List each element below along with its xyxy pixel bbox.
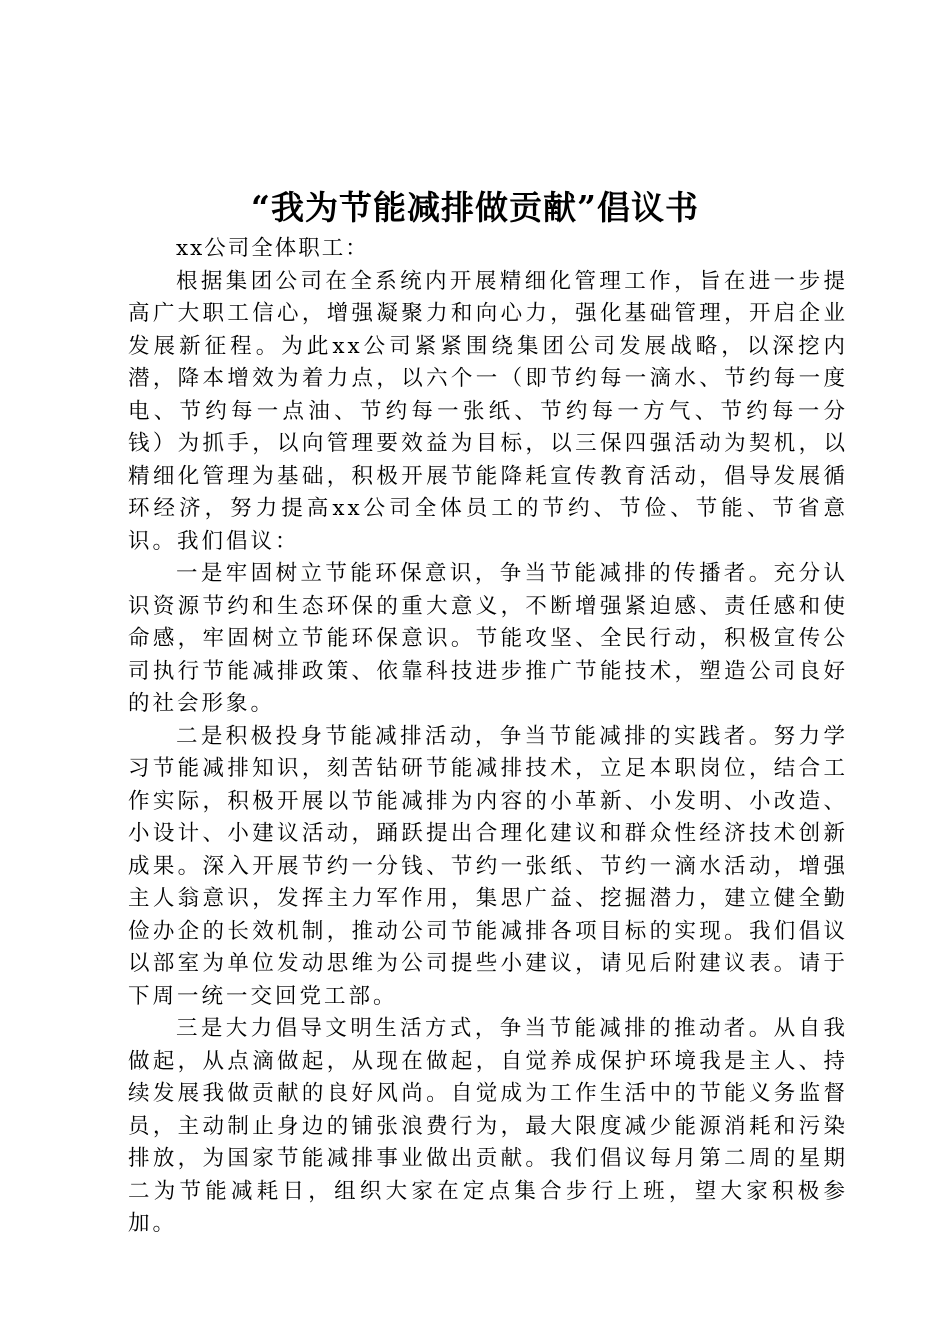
paragraph-point-two: 二是积极投身节能减排活动，争当节能减排的实践者。努力学习节能减排知识，刻苦钻研节能减排技术，立足本职岗位，结合工作实际，积极开展以节能减排为内容的小革新、小发明、小改造、小设计、小建议活动，踊跃提出合理化建议和群众性经济技术创新成果。深入开展节约一分钱、节约一张纸、节约一滴水活动，增强主人翁意识，发挥主力军作用，集思广益、挖掘潜力，建立健全勤俭办企的长效机制，推动公司节能减排各项目标的实现。我们倡议以部室为单位发动思维为公司提些小建议，请见后附建议表。请于下周一统一交回党工部。 — [128, 723, 848, 1009]
paragraph-point-three: 三是大力倡导文明生活方式，争当节能减排的推动者。从自我做起，从点滴做起，从现在做起，自觉养成保护环境我是主人、持续发展我做贡献的良好风尚。自觉成为工作生活中的节能义务监督员，主动制止身边的铺张浪费行为，最大限度减少能源消耗和污染排放，为国家节能减排事业做出贡献。我们倡议每月第二周的星期二为节能减耗日，组织大家在定点集合步行上班，望大家积极参加。 — [128, 1016, 848, 1236]
document-body — [128, 233, 848, 1241]
salutation: xx公司全体职工： — [176, 236, 369, 261]
paragraph-point-one: 一是牢固树立节能环保意识，争当节能减排的传播者。充分认识资源节约和生态环保的重大意义，不断增强紧迫感、责任感和使命感，牢固树立节能环保意识。节能攻坚、全民行动，积极宣传公司执行节能减排政策、依靠科技进步推广节能技术，塑造公司良好的社会形象。 — [128, 561, 848, 716]
paragraph-intro: 根据集团公司在全系统内开展精细化管理工作，旨在进一步提高广大职工信心，增强凝聚力和向心力，强化基础管理，开启企业发展新征程。为此xx公司紧紧围绕集团公司发展战略，以深挖内潜，降本增效为着力点，以六个一（即节约每一滴水、节约每一度电、节约每一点油、节约每一张纸、节约每一方气、节约每一分钱）为抓手，以向管理要效益为目标，以三保四强活动为契机，以精细化管理为基础，积极开展节能降耗宣传教育活动，倡导发展循环经济，努力提高xx公司全体员工的节约、节俭、节能、节省意识。我们倡议： — [128, 268, 848, 554]
document-title: “我为节能减排做贡献”倡议书 — [251, 188, 699, 227]
